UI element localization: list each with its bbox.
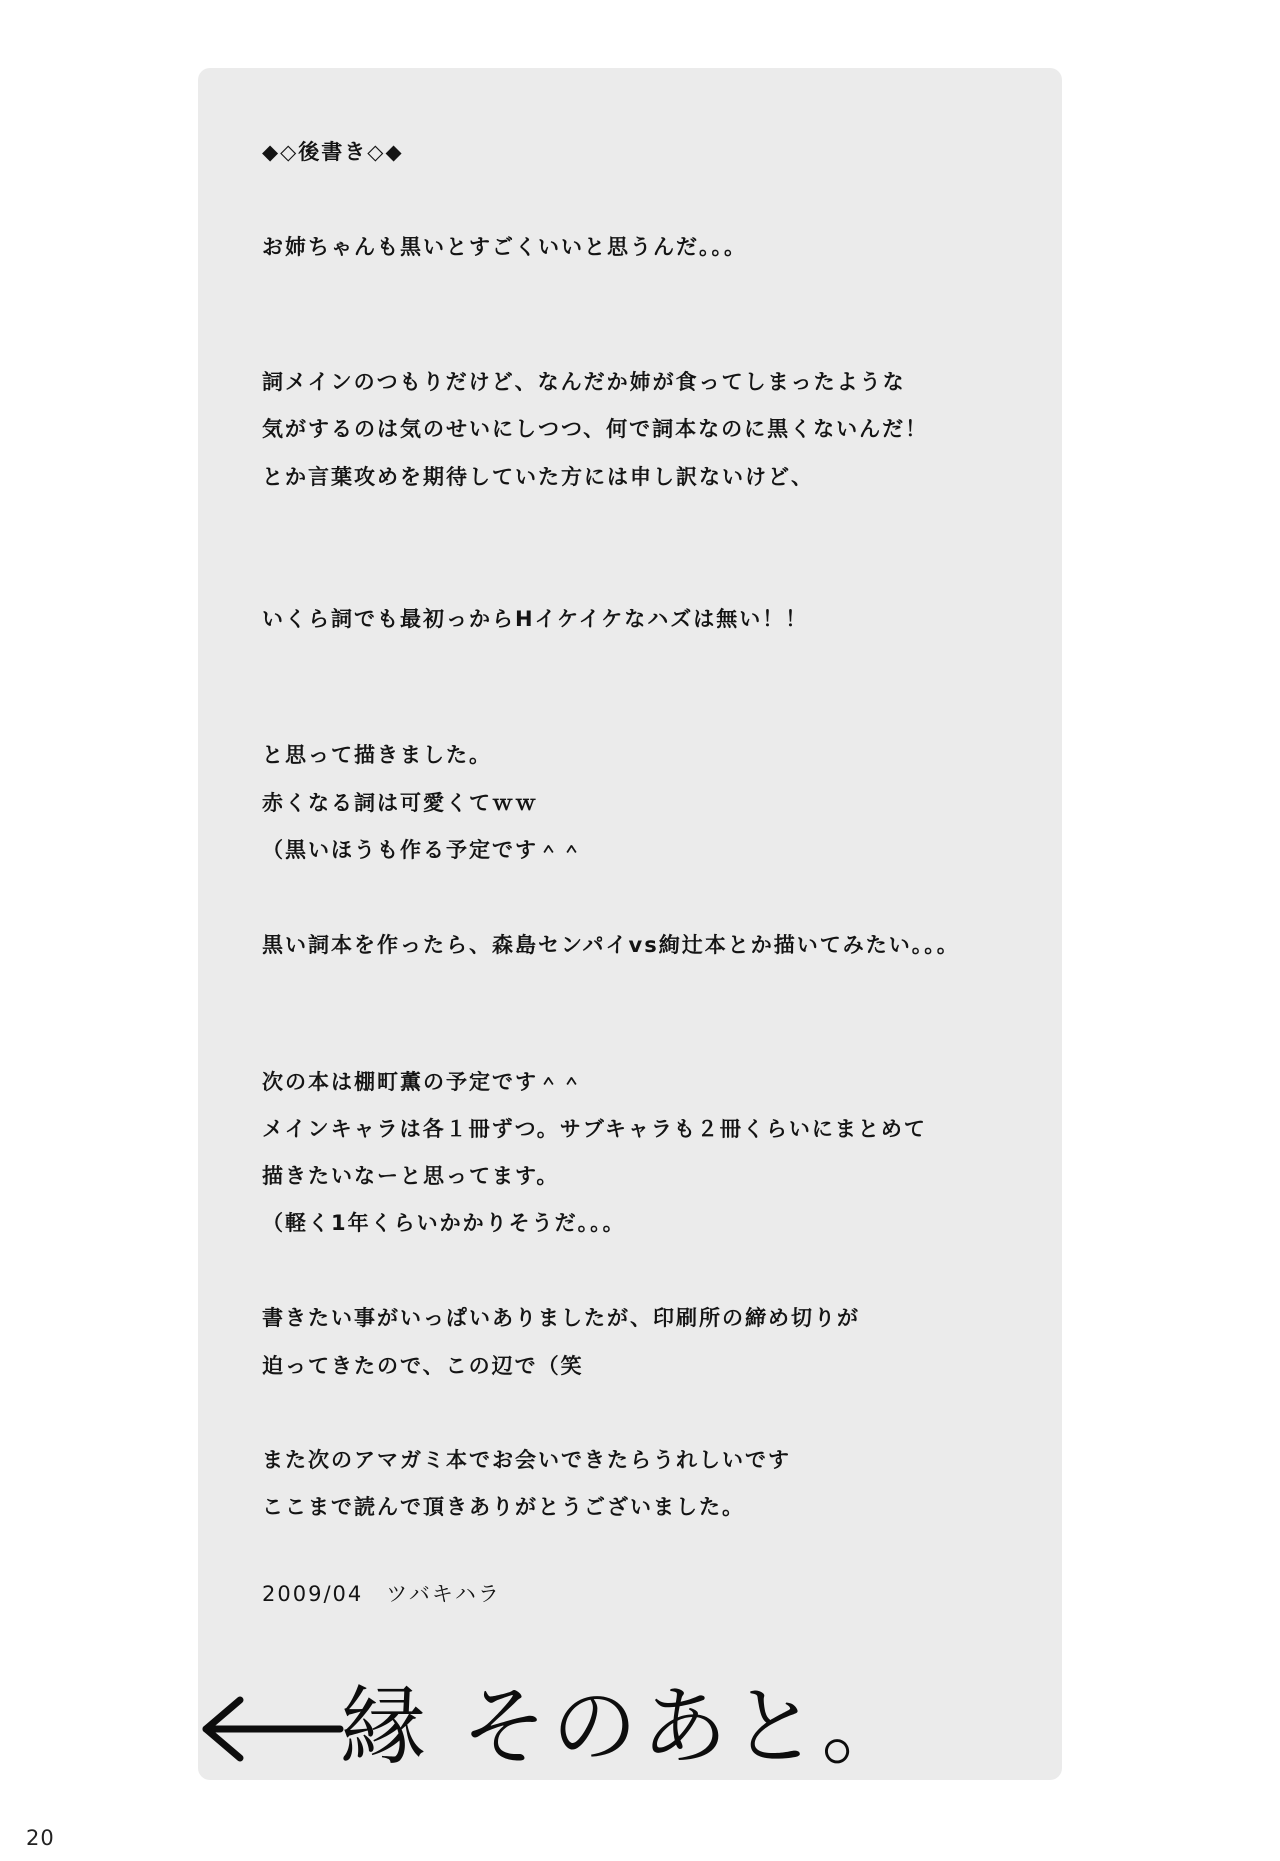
afterword-line: 書きたい事がいっぱいありましたが、印刷所の締め切りが: [262, 1306, 860, 1330]
afterword-heading: ◆◇後書き◇◆: [262, 140, 404, 164]
afterword-line: と思って描きました。: [262, 743, 492, 767]
afterword-line: 黒い詞本を作ったら、森島センパイvs絢辻本とか描いてみたい。。。: [262, 933, 960, 957]
afterword-line: 気がするのは気のせいにしつつ、何で詞本なのに黒くないんだ！: [262, 417, 929, 441]
afterword-line: 描きたいなーと思ってます。: [262, 1164, 560, 1188]
afterword-line: お姉ちゃんも黒いとすごくいいと思うんだ。。。: [262, 235, 747, 259]
afterword-line: 次の本は棚町薫の予定です＾＾: [262, 1070, 584, 1094]
afterword-line: とか言葉攻めを期待していた方には申し訳ないけど、: [262, 465, 814, 489]
afterword-line: （黒いほうも作る予定です＾＾: [262, 838, 584, 862]
afterword-line: いくら詞でも最初っからHイケイケなハズは無い！！: [262, 607, 809, 631]
page-number: 20: [26, 1826, 55, 1850]
afterword-line: 赤くなる詞は可愛くてｗｗ: [262, 791, 538, 815]
afterword-line: 詞メインのつもりだけど、なんだか姉が食ってしまったような: [262, 370, 906, 394]
afterword-panel: [198, 68, 1062, 1780]
left-arrow-icon: [200, 1672, 350, 1782]
date-signature: 2009/04 ツバキハラ: [262, 1582, 501, 1606]
handwritten-note-text: 縁 そのあと。: [340, 1677, 912, 1777]
afterword-line: 迫ってきたので、この辺で（笑: [262, 1354, 584, 1378]
afterword-line: メインキャラは各１冊ずつ。サブキャラも２冊くらいにまとめて: [262, 1117, 927, 1141]
handwritten-note: [200, 1672, 1090, 1782]
afterword-line: ここまで読んで頂きありがとうございました。: [262, 1495, 745, 1519]
afterword-line: （軽く1年くらいかかりそうだ。。。: [262, 1211, 626, 1235]
afterword-line: また次のアマガミ本でお会いできたらうれしいです: [262, 1448, 791, 1472]
